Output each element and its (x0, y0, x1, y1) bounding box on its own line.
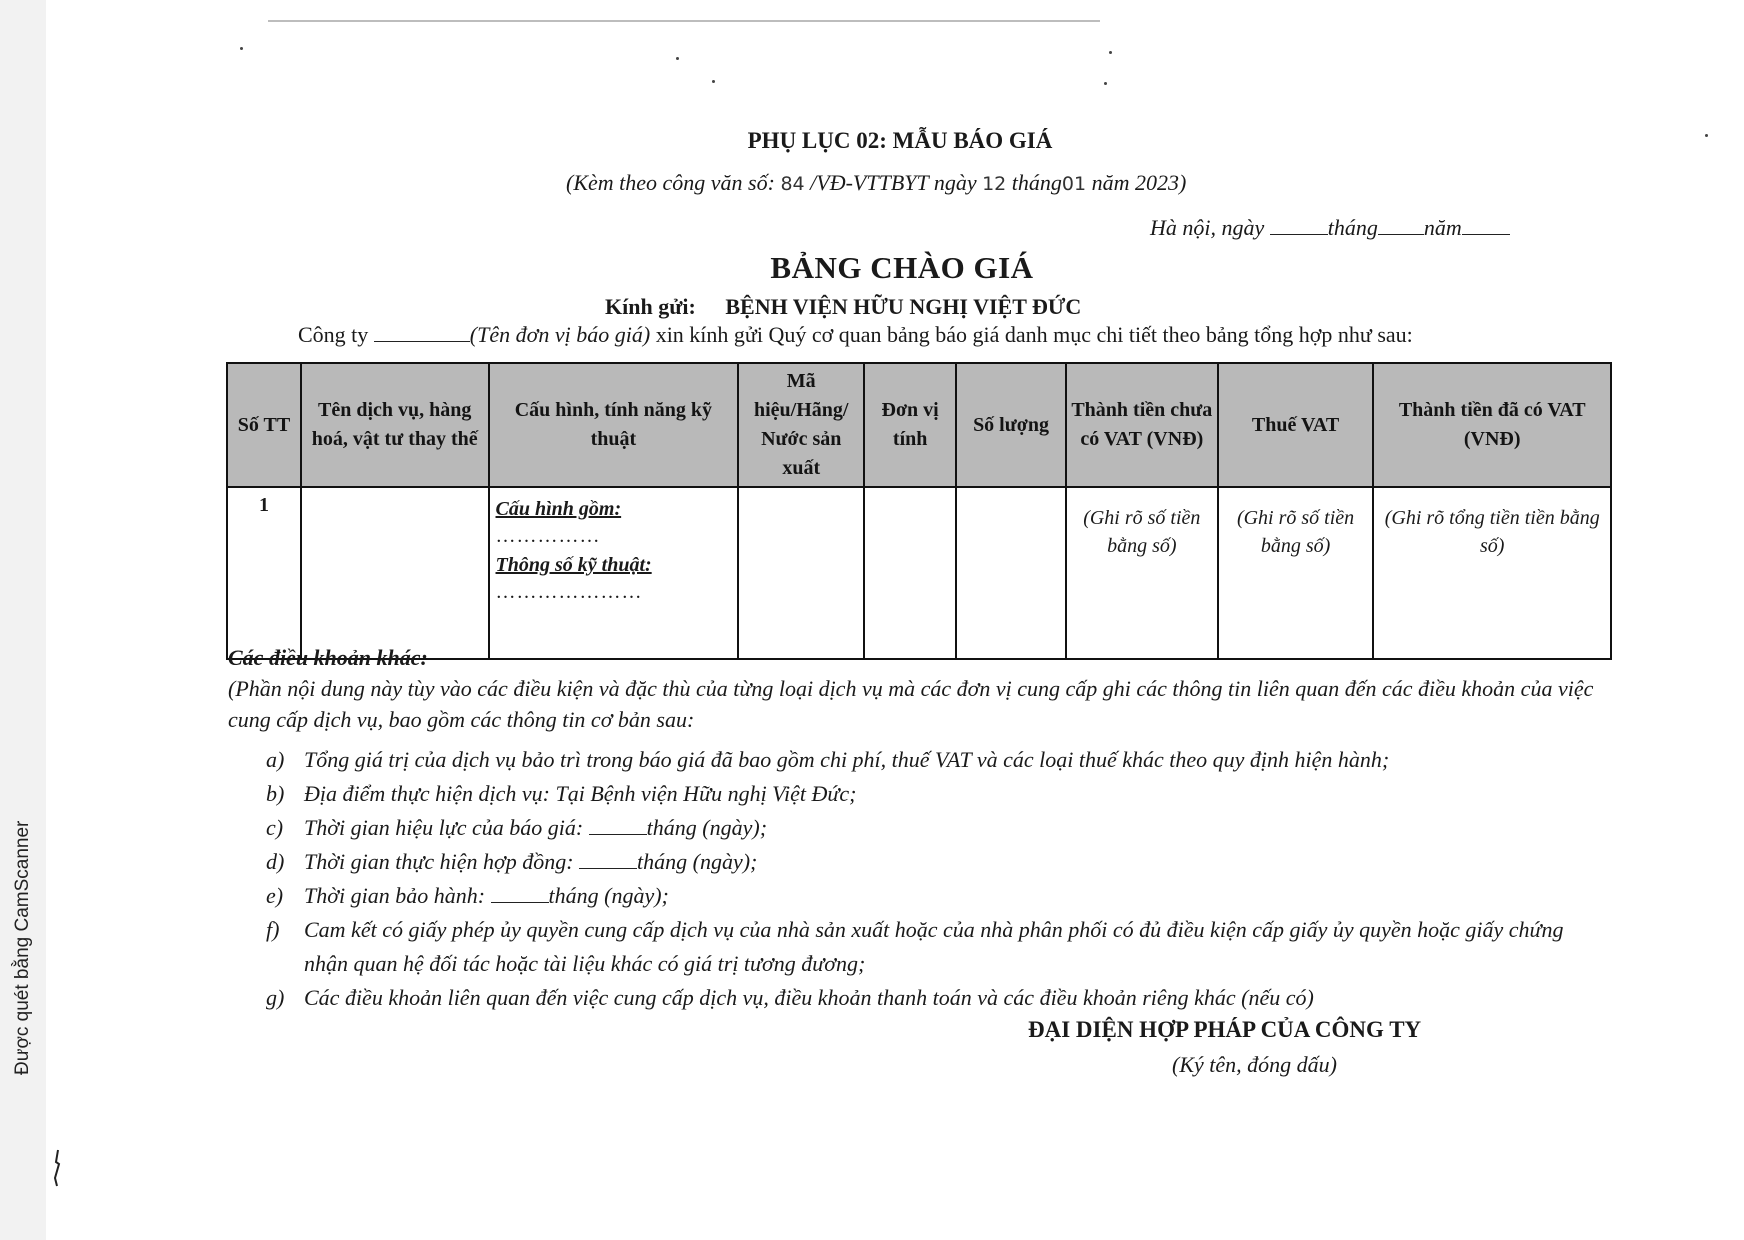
day-handwritten: 12 (982, 173, 1007, 195)
term-item (266, 879, 1608, 913)
warranty-blank[interactable] (491, 882, 549, 903)
contract-period-blank[interactable] (579, 848, 637, 869)
reference-line (566, 170, 1186, 196)
recipient-name: BỆNH VIỆN HỮU NGHỊ VIỆT ĐỨC (725, 294, 1082, 319)
term-label: f) (266, 917, 280, 942)
signature-title: ĐẠI DIỆN HỢP PHÁP CỦA CÔNG TY (1028, 1017, 1422, 1042)
quotation-table (226, 362, 1612, 660)
place-date-prefix: Hà nội, ngày (1150, 215, 1265, 240)
header-cell: Thuế VAT (1218, 363, 1374, 487)
main-title: BẢNG CHÀO GIÁ (770, 250, 1034, 285)
spec-label: Thông số kỹ thuật: (495, 554, 652, 576)
company-name-blank[interactable] (374, 323, 470, 342)
header-cell: Cấu hình, tính năng kỹ thuật (489, 363, 739, 487)
intro-line (298, 322, 1413, 348)
year-blank[interactable] (1462, 216, 1510, 235)
term-label: d) (266, 849, 285, 874)
term-item (266, 743, 1608, 777)
month-blank[interactable] (1378, 216, 1424, 235)
company-hint: (Tên đơn vị báo giá) (469, 322, 651, 347)
place-year-word: năm (1423, 215, 1462, 240)
header-cell: Số lượng (956, 363, 1066, 487)
term-item (266, 981, 1608, 1015)
term-text (304, 879, 1608, 913)
config-dots: …………… (495, 525, 601, 547)
appendix-title: PHỤ LỤC 02: MẪU BÁO GIÁ (747, 128, 1053, 153)
term-text-post: tháng (ngày); (548, 883, 669, 908)
month-word: tháng (1011, 170, 1062, 195)
recipient-label: Kính gửi: (605, 294, 696, 319)
month-handwritten: 01 (1061, 173, 1087, 195)
header-cell: Mã hiệu/Hãng/ Nước sản xuất (738, 363, 864, 487)
term-text-post: tháng (ngày); (637, 849, 758, 874)
term-item (266, 913, 1608, 981)
term-text-pre: Thời gian bảo hành: (304, 883, 486, 908)
term-label: e) (266, 883, 284, 908)
terms-heading: Các điều khoản khác: (228, 645, 428, 670)
scan-speck (676, 57, 679, 60)
header-cell: Thành tiền chưa có VAT (VNĐ) (1066, 363, 1218, 487)
price-with-vat-cell[interactable]: (Ghi rõ tổng tiền tiền bằng số) (1373, 487, 1611, 659)
scan-top-rule (268, 20, 1100, 22)
scan-speck (1104, 82, 1107, 85)
config-cell[interactable] (489, 487, 739, 659)
terms-list (228, 743, 1608, 1015)
term-label: b) (266, 781, 285, 806)
scan-speck (712, 80, 715, 83)
header-cell: Đơn vị tính (864, 363, 956, 487)
term-item (266, 777, 1608, 811)
price-before-vat-cell[interactable]: (Ghi rõ số tiền bằng số) (1066, 487, 1218, 659)
signature-note: (Ký tên, đóng dấu) (1172, 1052, 1337, 1077)
row-number: 1 (227, 487, 301, 659)
unit-cell[interactable] (864, 487, 956, 659)
term-text: Các điều khoản liên quan đến việc cung cấp dịch vụ, điều khoản thanh toán và các điều khoản riêng khác (nếu có) (304, 985, 1314, 1010)
reference-suffix: năm 2023) (1091, 170, 1187, 195)
header-cell: Tên dịch vụ, hàng hoá, vật tư thay thế (301, 363, 489, 487)
term-text-post: tháng (ngày); (646, 815, 768, 840)
model-cell[interactable] (738, 487, 864, 659)
quantity-cell[interactable] (956, 487, 1066, 659)
company-word: Công ty (298, 322, 369, 347)
table-row (227, 487, 1611, 659)
table-header-row (227, 363, 1611, 487)
term-text-pre: Thời gian hiệu lực của báo giá: (304, 815, 584, 840)
place-month-word: tháng (1327, 215, 1378, 240)
day-blank[interactable] (1270, 216, 1328, 235)
scanner-watermark: Được quét bằng CamScanner (12, 820, 33, 1075)
term-text: Tổng giá trị của dịch vụ bảo trì trong báo giá đã bao gồm chi phí, thuế VAT và các loại thuế khác theo quy định hiện hành; (304, 747, 1390, 772)
term-item (266, 811, 1608, 845)
term-item (266, 845, 1608, 879)
term-label: c) (266, 815, 284, 840)
term-label: a) (266, 747, 285, 772)
term-text-pre: Thời gian thực hiện hợp đồng: (304, 849, 574, 874)
scan-speck (240, 47, 243, 50)
terms-section (228, 642, 1608, 1015)
intro-text: xin kính gửi Quý cơ quan bảng báo giá danh mục chi tiết theo bảng tổng hợp như sau: (655, 322, 1413, 347)
validity-blank[interactable] (589, 814, 647, 835)
recipient-line (605, 294, 1081, 320)
reference-middle: /VĐ-VTTBYT ngày (810, 170, 977, 195)
term-text (304, 845, 1608, 879)
term-text: Cam kết có giấy phép ủy quyền cung cấp dịch vụ của nhà sản xuất hoặc của nhà phân phối có đủ điều kiện cấp giấy ủy quyền hoặc giấy chứng nhận quan hệ đối tác hoặc tài liệu khác có giá trị tương đương; (304, 917, 1564, 976)
place-date (1150, 215, 1510, 241)
header-cell: Thành tiền đã có VAT (VNĐ) (1373, 363, 1611, 487)
config-label: Cấu hình gồm: (495, 498, 622, 520)
spec-dots: ………………… (495, 581, 643, 603)
header-cell: Số TT (227, 363, 301, 487)
term-label: g) (266, 985, 285, 1010)
scan-mark (52, 1148, 62, 1188)
terms-description: (Phần nội dung này tùy vào các điều kiện và đặc thù của từng loại dịch vụ mà các đơn vị cung cấp ghi các thông tin liên quan đến các điều khoản của việc cung cấp dịch vụ, bao gồm các thông tin cơ bản sau: (228, 676, 1594, 732)
reference-prefix: (Kèm theo công văn số: (566, 170, 775, 195)
doc-number-handwritten: 84 (780, 173, 805, 195)
service-name-cell[interactable] (301, 487, 489, 659)
vat-cell[interactable]: (Ghi rõ số tiền bằng số) (1218, 487, 1374, 659)
term-text (304, 811, 1608, 845)
term-text: Địa điểm thực hiện dịch vụ: Tại Bệnh viện Hữu nghị Việt Đức; (304, 781, 857, 806)
scan-speck (1109, 51, 1112, 54)
